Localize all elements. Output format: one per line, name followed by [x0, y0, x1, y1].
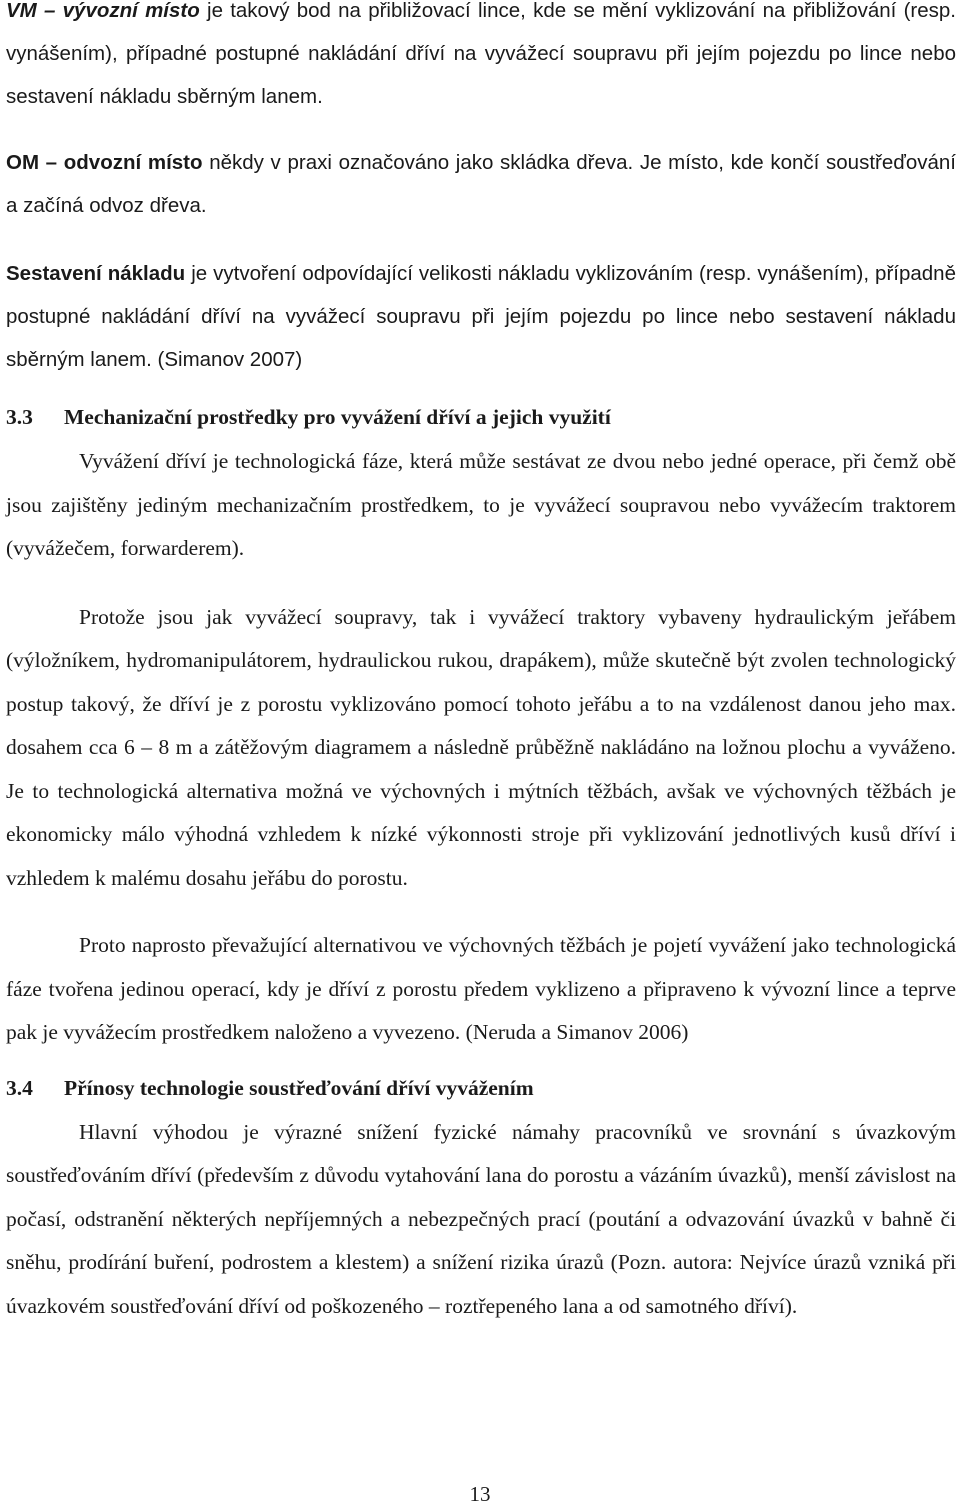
- definition-om: [6, 141, 956, 227]
- definition-text: je vytvoření odpovídající velikosti nákladu vyklizováním (resp. vynášením), případně postupné nakládání dříví na vyvážecí soupravu při jejím pojezdu po lince nebo sestavení nákladu sběrným lanem. (Simanov 2007): [6, 262, 956, 371]
- section-heading-3-4: [6, 1067, 956, 1110]
- definition-text: je takový bod na přibližovací lince, kde se mění vyklizování na přibližování (resp. vynášením), případné postupné nakládání dříví na vyvážecí soupravu při jejím pojezdu po lince nebo sestavení nákladu sběrným lanem.: [6, 0, 957, 108]
- page-number: 13: [469, 1482, 491, 1506]
- section-number: 3.3: [6, 405, 33, 429]
- paragraph: Vyvážení dříví je technologická fáze, která může sestávat ze dvou nebo jedné operace, při čemž obě jsou zajištěny jediným mechanizačním prostředkem, to je vyvážecí soupravou nebo vyvážecím traktorem (vyvážečem, forwarderem).: [6, 449, 956, 560]
- section-number: 3.4: [6, 1075, 33, 1100]
- definition-term: VM – vývozní místo: [6, 0, 200, 22]
- definition-text: někdy v praxi označováno jako skládka dřeva. Je místo, kde končí soustřeďování a začíná odvoz dřeva.: [6, 151, 957, 217]
- section-title: Přínosy technologie soustřeďování dříví vyvážením: [64, 1075, 534, 1100]
- definition-term: OM – odvozní místo: [6, 151, 203, 174]
- definition-term: Sestavení nákladu: [6, 262, 186, 285]
- definition-sestaveni: [6, 252, 956, 381]
- paragraph: Hlavní výhodou je výrazné snížení fyzické námahy pracovníků ve srovnání s úvazkovým soustřeďováním dříví (především z důvodu vytahování lana do porostu a vázáním úvazků), menší závislost na počasí, odstranění některých nepříjemných a nebezpečných prací (poutání a odvazování úvazků v bahně či sněhu, prodírání buření, podrostem a klestem) a snížení rizika úrazů (Pozn. autora: Nejvíce úrazů vzniká při úvazkovém soustřeďování dříví od poškozeného – roztřepeného lana a od samotného dříví).: [6, 1119, 956, 1318]
- section-title: Mechanizační prostředky pro vyvážení dříví a jejich využití: [64, 405, 611, 429]
- definition-vm: [6, 0, 956, 118]
- paragraph: Proto naprosto převažující alternativou ve výchovných těžbách je pojetí vyvážení jako technologická fáze tvořena jedinou operací, kdy je dříví z porostu předem vyklizeno a připraveno k vývozní lince a teprve pak je vyvážecím prostředkem naloženo a vyvezeno. (Neruda a Simanov 2006): [6, 933, 956, 1044]
- section-heading-3-3: [6, 396, 956, 439]
- paragraph: Protože jsou jak vyvážecí soupravy, tak i vyvážecí traktory vybaveny hydraulickým jeřábem (výložníkem, hydromanipulátorem, hydraulickou rukou, drapákem), může skutečně být zvolen technologický postup takový, že dříví je z porostu vyklizováno pomocí tohoto jeřábu a to na vzdálenost danou jeho max. dosahem cca 6 – 8 m a zátěžovým diagramem a následně průběžně nakládáno na ložnou plochu a vyváženo. Je to technologická alternativa možná ve výchovných i mýtních těžbách, avšak ve výchovných těžbách je ekonomicky málo výhodná vzhledem k nízké výkonnosti stroje při vyklizování jednotlivých kusů dříví i vzhledem k malému dosahu jeřábu do porostu.: [6, 604, 956, 890]
